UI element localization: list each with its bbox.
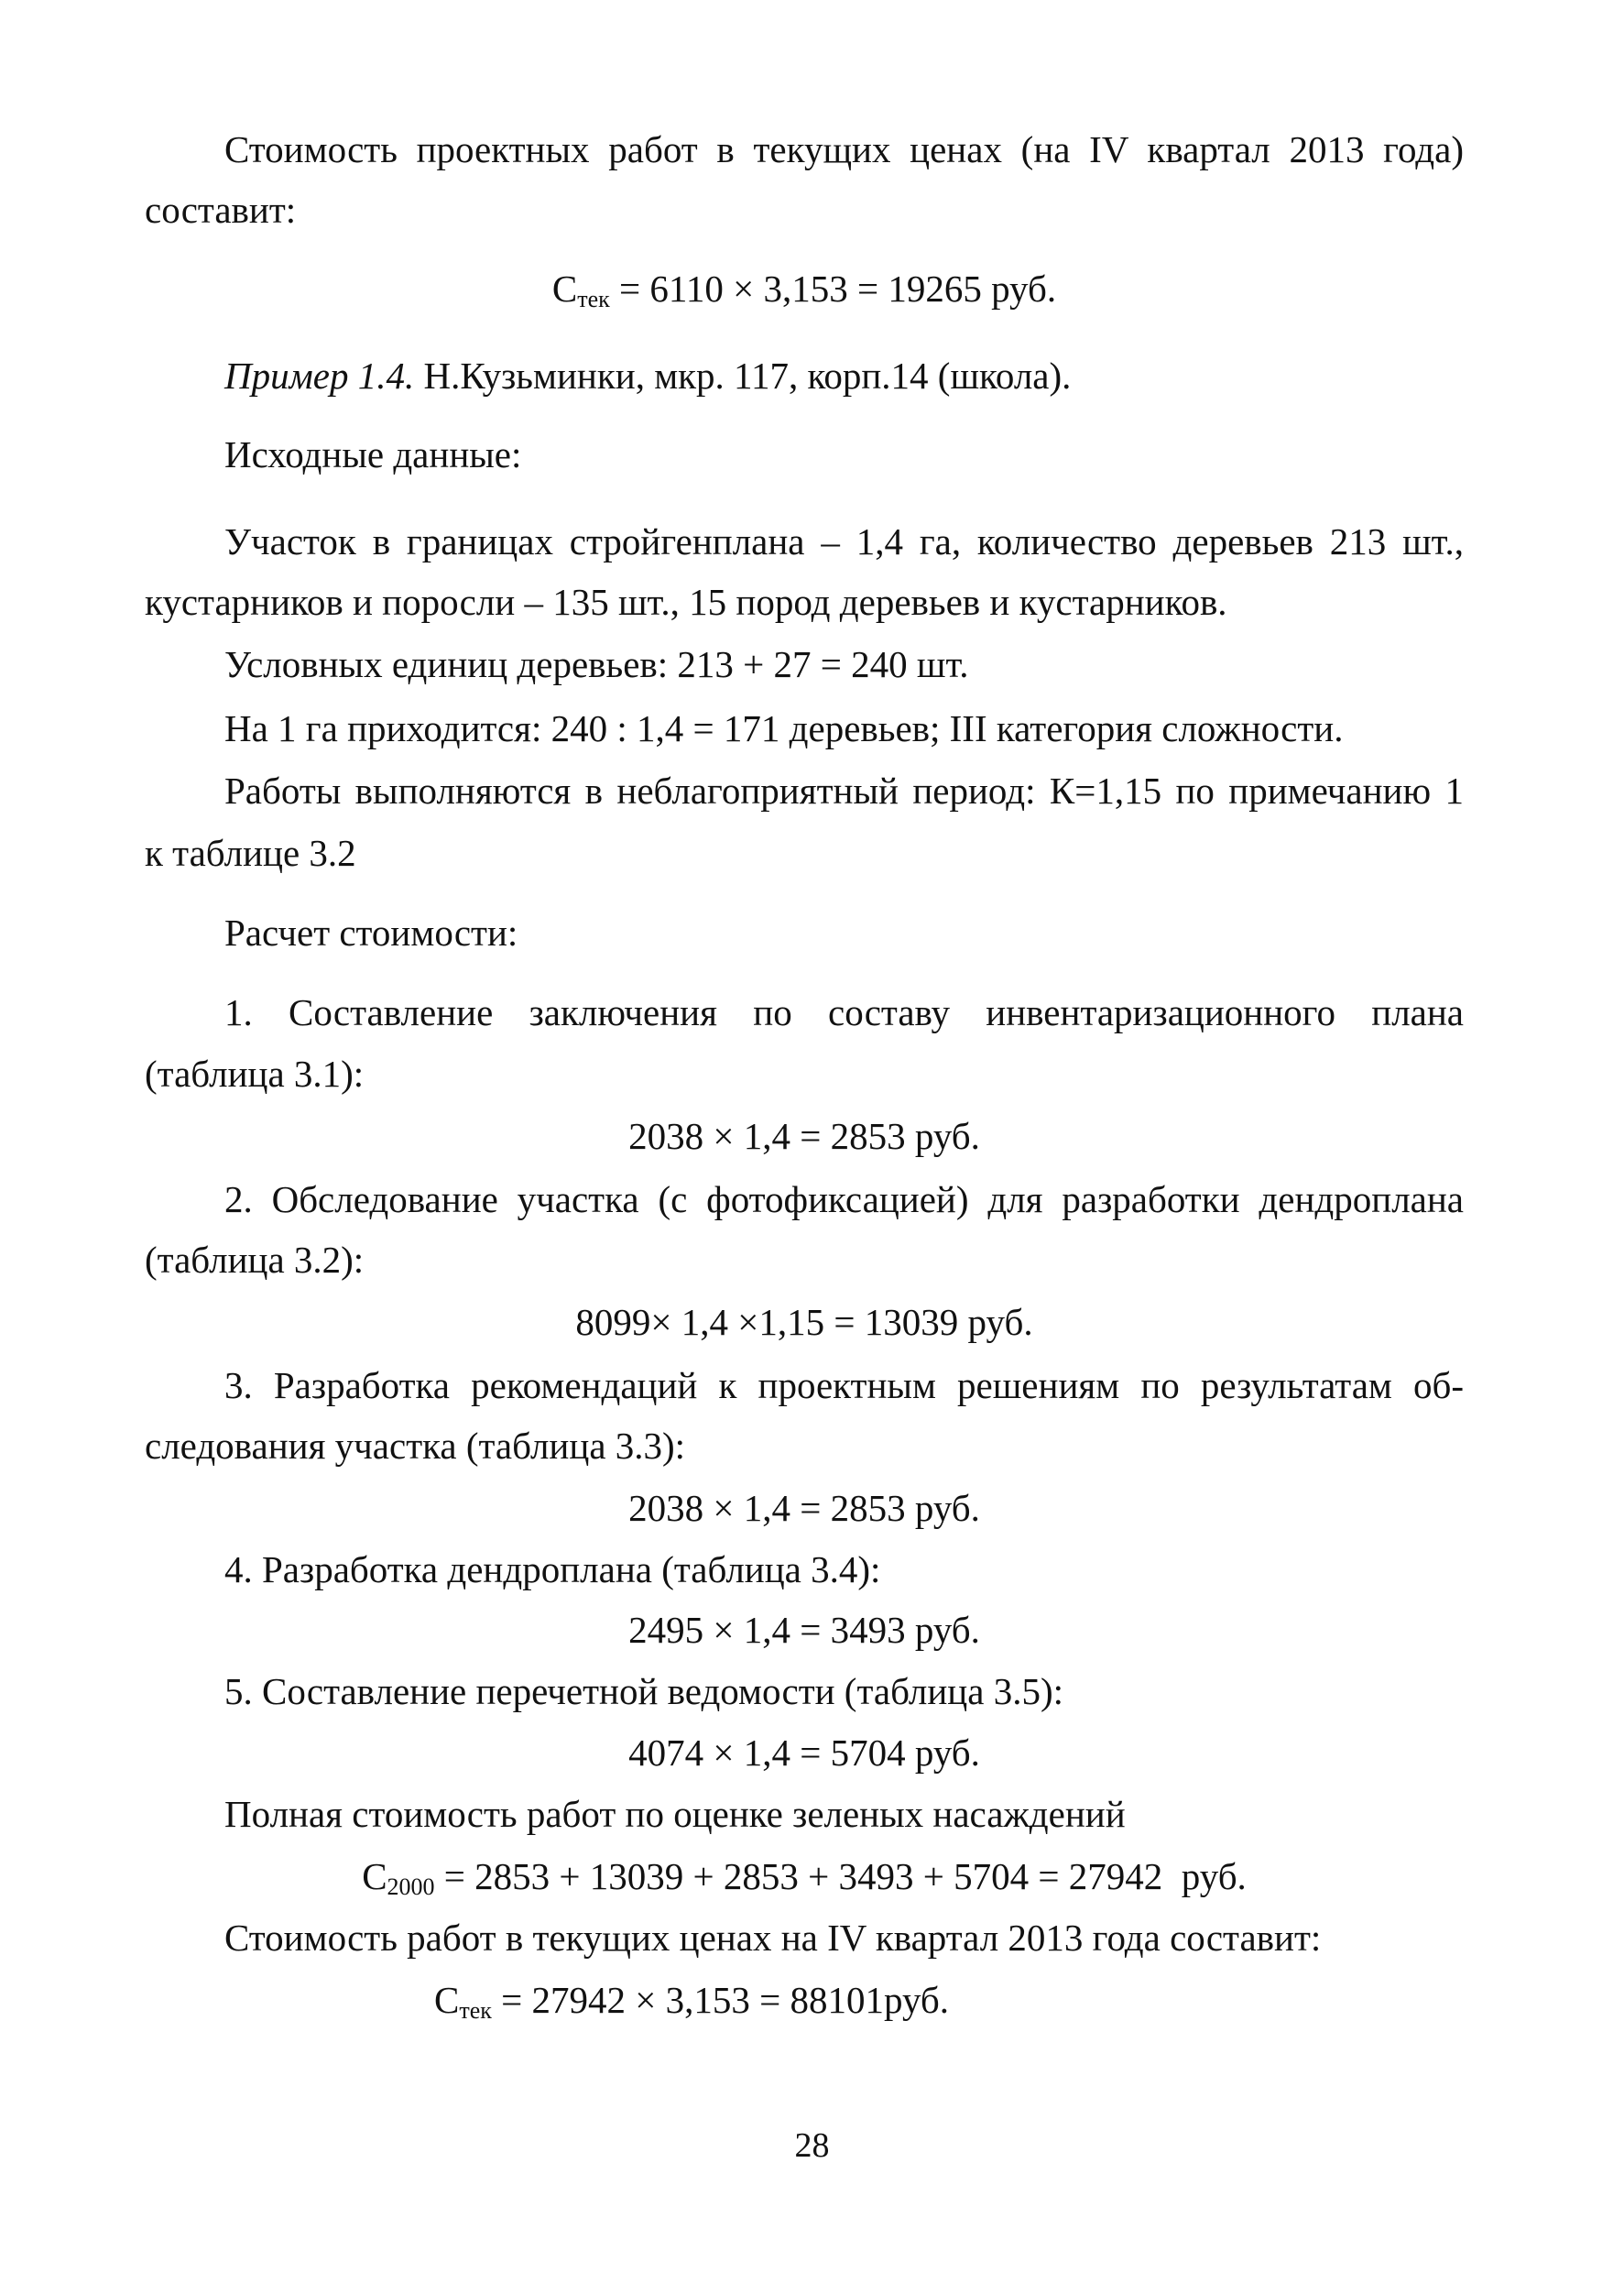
list-item: 5. Составление перечетной ведомости (таблица 3.5): (224, 1670, 1063, 1712)
paragraph-line: На 1 га приходится: 240 : 1,4 = 171 деревьев; III категория сложности. (224, 707, 1344, 749)
paragraph-line: Стоимость работ в текущих ценах на IV квартал 2013 года составит: (224, 1917, 1322, 1959)
example-heading (224, 353, 1464, 399)
formula-current-cost (0, 1977, 1383, 2023)
formula-current-cost (145, 266, 1464, 311)
formula-subscript: тек (577, 286, 610, 312)
formula-symbol: С (362, 1855, 387, 1897)
formula-body: = 2853 + 13039 + 2853 + 3493 + 5704 = 27942 руб. (434, 1855, 1247, 1897)
paragraph-line: Работы выполняются в неблагоприятный период: К=1,15 по примечанию 1 (224, 770, 1464, 812)
list-item: 1. Составление заключения по составу инвентаризационного плана (224, 991, 1464, 1033)
section-label: Исходные данные: (224, 433, 522, 475)
formula: 8099× 1,4 ×1,15 = 13039 руб. (575, 1301, 1033, 1343)
paragraph-line: кустарников и поросли – 135 шт., 15 пород деревьев и кустарников. (145, 581, 1227, 623)
paragraph-line: составит: (145, 189, 297, 231)
formula-body: = 6110 × 3,153 = 19265 руб. (609, 268, 1057, 310)
paragraph-line: Участок в границах стройгенплана – 1,4 га, количество деревьев 213 шт., (224, 520, 1464, 563)
formula: 4074 × 1,4 = 5704 руб. (628, 1731, 980, 1774)
formula-body: = 27942 × 3,153 = 88101руб. (491, 1979, 950, 2021)
paragraph-line: следования участка (таблица 3.3): (145, 1425, 686, 1467)
list-item: 3. Разработка рекомендаций к проектным решениям по результатам об- (224, 1364, 1464, 1406)
example-label: Пример 1.4. (224, 355, 415, 397)
formula: 2038 × 1,4 = 2853 руб. (628, 1115, 980, 1157)
formula-symbol: С (433, 1979, 460, 2021)
formula: 2038 × 1,4 = 2853 руб. (628, 1487, 980, 1529)
section-label: Расчет стоимости: (224, 912, 518, 954)
paragraph-line: Полная стоимость работ по оценке зеленых насаждений (224, 1793, 1126, 1835)
list-item: 2. Обследование участка (с фотофиксацией) для разработки дендроплана (224, 1178, 1464, 1220)
paragraph-line: Условных единиц деревьев: 213 + 27 = 240 шт. (224, 643, 969, 685)
page-number: 28 (794, 2126, 830, 2165)
paragraph-line: Стоимость проектных работ в текущих ценах (на IV квартал 2013 года) (224, 128, 1464, 170)
formula-subscript: 2000 (387, 1873, 435, 1900)
formula-total-cost (145, 1853, 1464, 1899)
example-text: Н.Кузьминки, мкр. 117, корп.14 (школа). (414, 355, 1072, 397)
paragraph-line: к таблице 3.2 (145, 832, 356, 874)
paragraph-line: (таблица 3.2): (145, 1239, 365, 1281)
paragraph-line: (таблица 3.1): (145, 1053, 365, 1095)
formula-symbol: С (551, 268, 578, 310)
list-item: 4. Разработка дендроплана (таблица 3.4): (224, 1548, 881, 1590)
formula: 2495 × 1,4 = 3493 руб. (628, 1609, 980, 1651)
formula-subscript: тек (459, 1997, 492, 2024)
